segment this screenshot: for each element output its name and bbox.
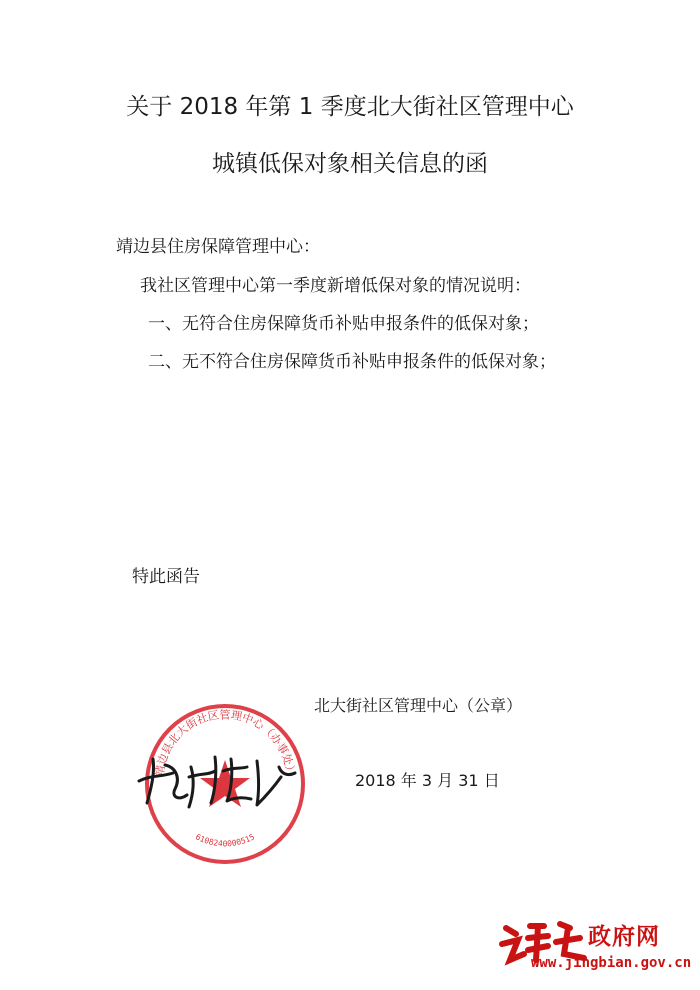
document-title-line1: 关于 2018 年第 1 季度北大街社区管理中心 (126, 94, 574, 120)
closing-line: 特此函告 (132, 567, 200, 587)
handwritten-signature (131, 737, 301, 817)
signature-date: 2018 年 3 月 31 日 (355, 771, 500, 790)
svg-text:靖边县北大街社区管理中心（办事处）: 靖边县北大街社区管理中心（办事处） (152, 708, 298, 778)
list-item: 二、无不符合住房保障货币补贴申报条件的低保对象； (148, 352, 556, 372)
svg-text:6108240000515: 6108240000515 (193, 832, 257, 849)
intro-paragraph: 我社区管理中心第一季度新增低保对象的情况说明： (140, 276, 531, 296)
document-title-line2: 城镇低保对象相关信息的函 (212, 151, 488, 177)
site-url: www.jingbian.gov.cn (531, 955, 692, 971)
list-item: 一、无符合住房保障货币补贴申报条件的低保对象； (148, 314, 539, 334)
site-name: 政府网 (588, 924, 660, 950)
addressee: 靖边县住房保障管理中心： (116, 237, 320, 257)
signer-organization: 北大街社区管理中心（公章） (314, 696, 523, 715)
